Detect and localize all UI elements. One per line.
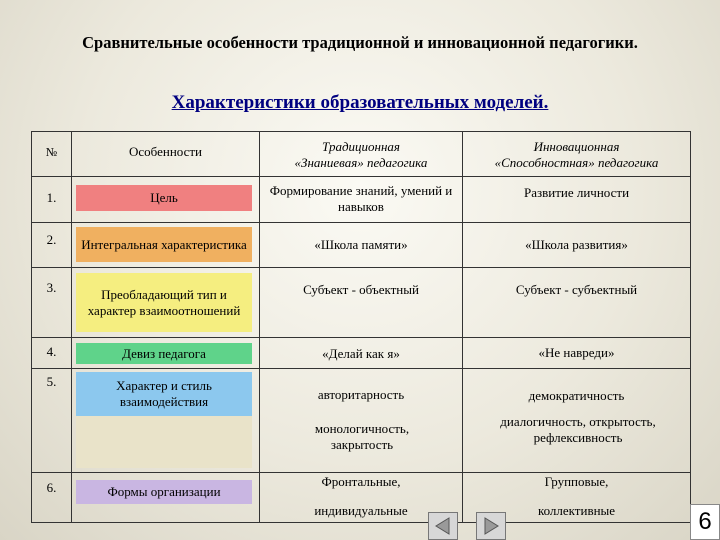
arrow-left-icon <box>433 516 453 536</box>
row-5-innovative-a: демократичность <box>528 388 625 403</box>
row-3-innovative: Субъект - субъектный <box>515 282 638 297</box>
row-4-traditional: «Делай как я» <box>322 346 400 361</box>
header-innovative-line1: Инновационная <box>533 139 620 154</box>
row-1-innovative: Развитие личности <box>523 185 630 200</box>
header-innovative <box>463 134 690 176</box>
row-3-traditional: Субъект - объектный <box>303 282 419 297</box>
row-4-feature: Девиз педагога <box>76 343 252 364</box>
row-6-num: 6. <box>46 480 57 495</box>
header-innovative-line2: «Способностная» педагогика <box>494 155 659 170</box>
slide-title: Сравнительные особенности традиционной и инновационной педагогики. <box>82 33 638 52</box>
header-traditional-line2: «Знаниевая» педагогика <box>294 155 428 170</box>
row-5-traditional-a: авторитарность <box>317 387 405 402</box>
row-6-feature: Формы организации <box>76 480 252 504</box>
prev-slide-button[interactable] <box>428 512 458 540</box>
row-3-num: 3. <box>46 280 57 295</box>
row-2-traditional: «Школа памяти» <box>314 237 408 252</box>
row-6-innovative-b: коллективные <box>537 503 616 518</box>
row-2-innovative: «Школа развития» <box>525 237 628 252</box>
header-feature: Особенности <box>128 144 203 159</box>
row-4-innovative: «Не навреди» <box>538 345 615 360</box>
row-3-feature: Преобладающий тип и характер взаимоотношений <box>76 273 252 332</box>
row-1-num: 1. <box>46 190 57 205</box>
row-1-feature: Цель <box>76 185 252 211</box>
row-5-num: 5. <box>46 374 57 389</box>
row-4-num: 4. <box>46 344 57 359</box>
row-5-feature-fill <box>76 416 252 468</box>
header-num: № <box>45 145 58 159</box>
row-2-num: 2. <box>46 232 57 247</box>
header-traditional-line1: Традиционная <box>322 139 400 154</box>
row-2-feature: Интегральная характеристика <box>76 227 252 262</box>
row-1-traditional: Формирование знаний, умений и навыков <box>269 183 453 214</box>
row-6-traditional-a: Фронтальные, <box>321 474 401 489</box>
row-5-traditional-b: монологичность, закрытость <box>314 421 410 452</box>
arrow-right-icon <box>481 516 501 536</box>
slide-subtitle: Характеристики образовательных моделей. <box>171 92 549 113</box>
row-5-feature: Характер и стиль взаимодействия <box>76 372 252 416</box>
row-6-innovative-a: Групповые, <box>544 474 609 489</box>
row-5-innovative-b: диалогичность, открытость, рефлексивность <box>500 414 656 445</box>
row-6-traditional-b: индивидуальные <box>314 503 408 518</box>
header-traditional <box>260 134 462 176</box>
next-slide-button[interactable] <box>476 512 506 540</box>
page-number: 6 <box>690 504 720 540</box>
